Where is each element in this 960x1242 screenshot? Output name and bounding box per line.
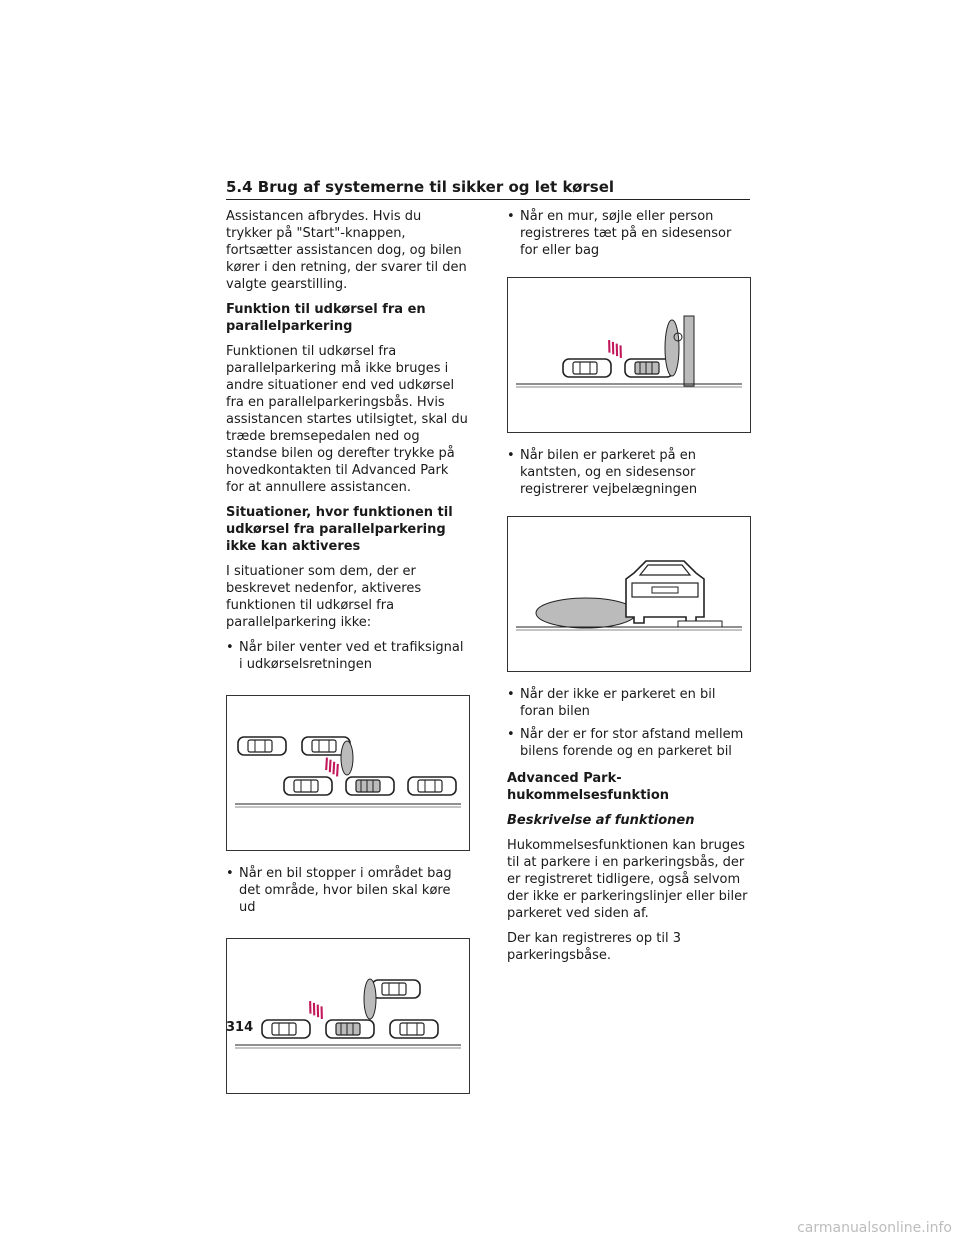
list-item-wall-pillar-person — [507, 208, 751, 259]
bullet-glyph: • — [507, 209, 515, 224]
paragraph-memory-function: Hukommelsesfunktionen kan bruges til at parkere i en parkeringsbås, der er registreret tidligere, også selvom der ikke er parkeringslinjer eller biler parkeret ved siden af. — [507, 838, 748, 921]
figure-cars-waiting-at-signal — [226, 695, 470, 851]
figure-car-on-curb — [507, 516, 751, 672]
paragraph-registration-count: Der kan registreres op til 3 parkeringsbåse. — [507, 931, 681, 963]
bullet-glyph: • — [226, 866, 234, 881]
list-item-too-much-distance — [507, 726, 751, 760]
heading-not-activated: Situationer, hvor funktionen til udkørsel fra parallelparkering ikke kan aktiveres — [226, 505, 453, 554]
list-item-no-car-front — [507, 686, 751, 720]
page-number: 314 — [226, 1020, 254, 1035]
bullet-glyph: • — [507, 727, 515, 742]
figure-car-stops-behind — [226, 938, 470, 1094]
list-item-traffic-signal — [226, 639, 470, 673]
list-item-text: Når en bil stopper i området bag det område, hvor bilen skal køre ud — [239, 866, 452, 915]
section-header: 5.4 Brug af systemerne til sikker og let kørsel — [226, 178, 750, 200]
heading-memory-function: Advanced Park-hukommelsesfunktion — [507, 771, 670, 803]
bullet-glyph: • — [226, 640, 234, 655]
paragraph-exit-parallel: Funktionen til udkørsel fra parallelparkering må ikke bruges i andre situationer end ved udkørsel fra en parallelparkeringsbås. Hvis assistancen startes utilsigtet, skal du træde bremsepedalen ned og standse bilen og derefter trykke på hovedkontakten til Advanced Park for at annullere assistancen. — [226, 344, 468, 495]
paragraph-situations: I situationer som dem, der er beskrevet nedenfor, aktiveres funktionen til udkørsel fra parallelparkering ikke: — [226, 564, 422, 630]
list-item-car-stops-behind — [226, 865, 470, 916]
heading-exit-parallel: Funktion til udkørsel fra en parallelparkering — [226, 302, 426, 334]
paragraph-assistance-interrupt: Assistancen afbrydes. Hvis du trykker på "Start"-knappen, fortsætter assistancen dog, og bilen kører i den retning, der svarer til den valgte gearstilling. — [226, 209, 467, 292]
list-item-text: Når en mur, søjle eller person registreres tæt på en sidesensor for eller bag — [520, 209, 732, 258]
list-item-curb-parking — [507, 447, 751, 498]
bullet-glyph: • — [507, 448, 515, 463]
watermark: carmanualsonline.info — [797, 1220, 952, 1236]
bullet-glyph: • — [507, 687, 515, 702]
list-item-text: Når der er for stor afstand mellem bilens forende og en parkeret bil — [520, 727, 744, 759]
figure-wall-near-sensor — [507, 277, 751, 433]
right-column — [507, 208, 751, 972]
list-item-text: Når der ikke er parkeret en bil foran bilen — [520, 687, 716, 719]
left-column — [226, 208, 470, 1108]
list-item-text: Når biler venter ved et trafiksignal i udkørselsretningen — [239, 640, 464, 672]
list-item-text: Når bilen er parkeret på en kantsten, og en sidesensor registrerer vejbelægningen — [520, 448, 698, 497]
heading-function-description: Beskrivelse af funktionen — [507, 813, 695, 828]
